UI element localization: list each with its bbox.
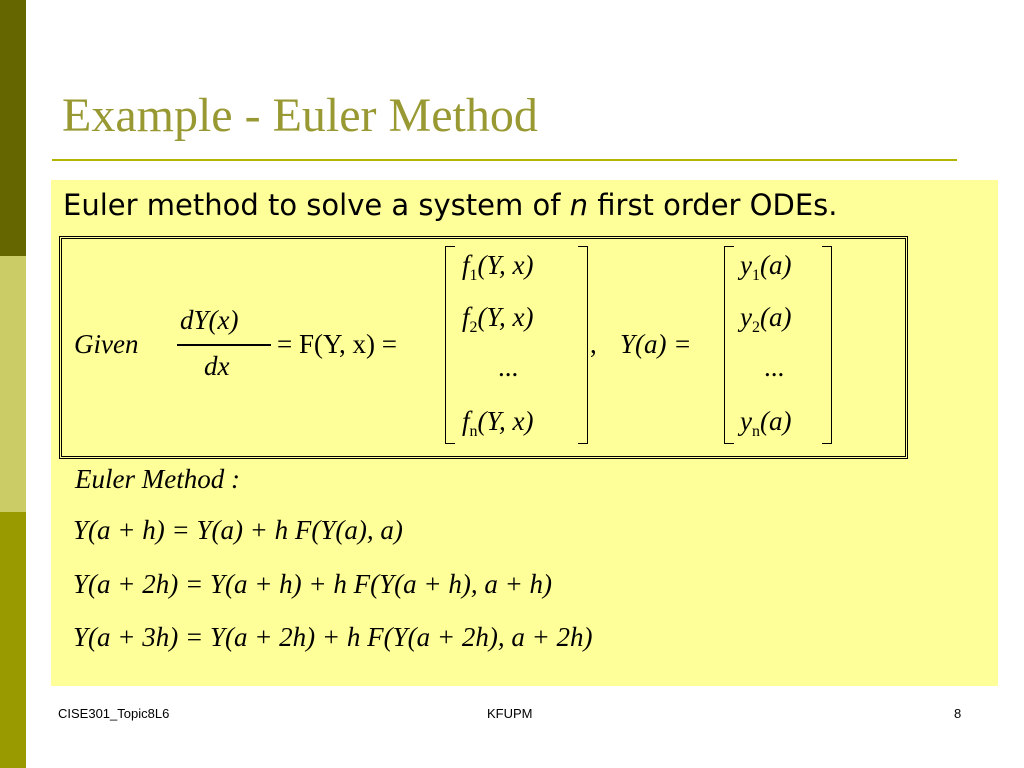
y-vector-left-bracket [724,246,734,444]
content-panel [51,180,998,686]
y-vector-ellipsis: ... [764,352,785,382]
sidebar-block-middle [0,256,26,512]
derivative-denominator: dx [204,351,230,381]
y-vector-row-n: $y_n(a)$ [740,406,792,440]
comma: , [590,329,597,359]
lead-sentence [63,188,838,222]
y-vector-row-2: $y_2(a)$ [740,302,792,336]
f-vector-row-1: $f_1(Y$, x) [462,250,534,284]
y-vector-right-bracket [822,246,832,444]
sidebar-block-top [0,0,26,256]
y-vector-row-1: $y_1(a)$ [740,250,792,284]
footer-institution: KFUPM [487,706,533,721]
f-vector-ellipsis: ... [498,352,519,382]
euler-step-3: Y(a + 3h) = Y(a + 2h) + h F(Y(a + 2h), a + 2h) [73,622,593,652]
f-vector-row-2: $f_2(Y$, x) [462,302,534,336]
lead-text-start: Euler method to solve a system of [63,188,570,222]
title-underline [52,159,957,161]
slide-title: Example - Euler Method [62,89,538,142]
given-equation-box [59,236,908,459]
footer-course-code: CISE301_Topic8L6 [58,706,170,721]
derivative-numerator: dY(x) [180,305,239,335]
lead-text-end: first order ODEs. [588,188,838,222]
euler-step-1: Y(a + h) = Y(a) + h F(Y(a), a) [73,515,403,545]
lead-variable: n [569,188,589,222]
f-vector-right-bracket [578,246,588,444]
sidebar-block-bottom [0,512,26,768]
given-label: Given [74,329,139,359]
equals-F-expression: = F(Y, x) = [277,329,397,359]
Ya-label: Y(a) = [620,329,692,359]
footer-page-number: 8 [954,706,962,721]
sidebar-accent [0,0,26,768]
euler-heading: Euler Method : [75,464,240,494]
f-vector-row-n: $f_n(Y$, x) [462,406,534,440]
fraction-bar [177,344,271,346]
f-vector-left-bracket [445,246,455,444]
euler-step-2: Y(a + 2h) = Y(a + h) + h F(Y(a + h), a + h) [73,569,553,599]
